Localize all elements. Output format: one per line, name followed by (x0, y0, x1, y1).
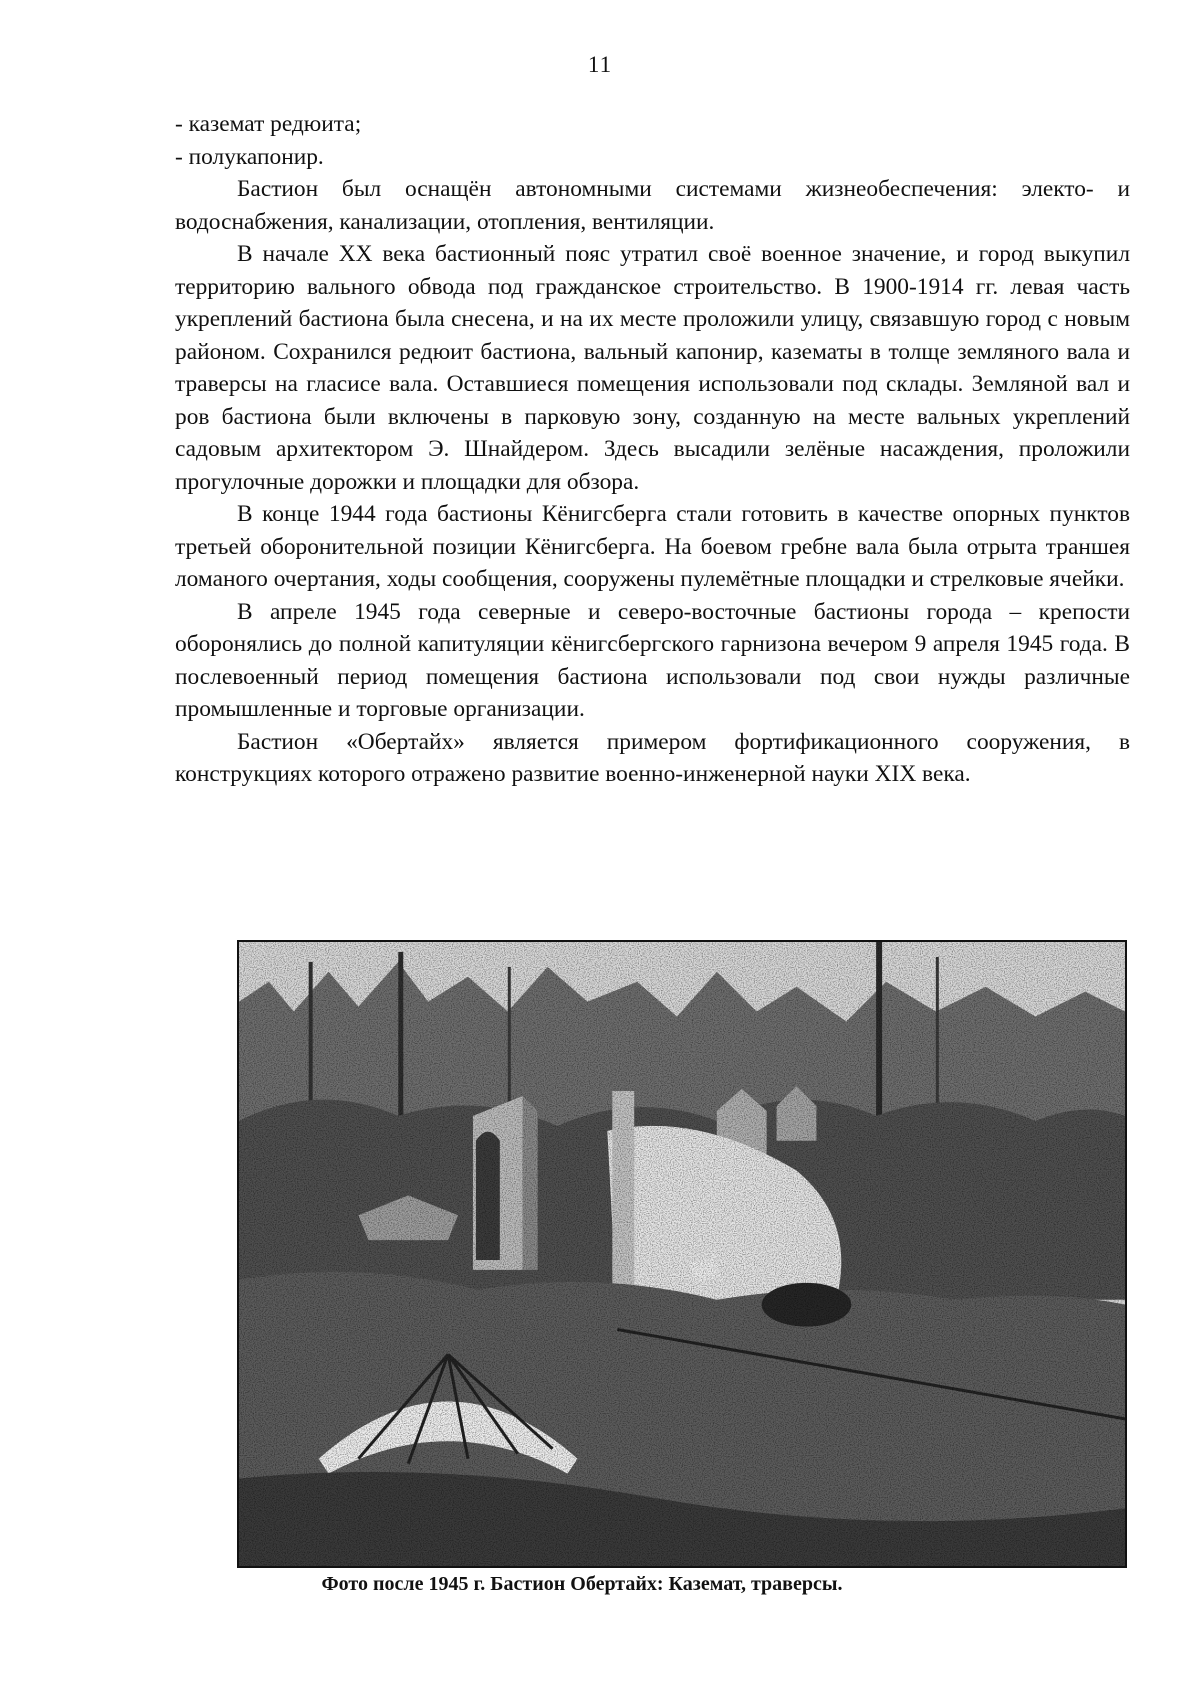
list-item: - каземат редюита; (175, 111, 362, 137)
paragraph: Бастион «Обертайх» является примером фортификационного сооружения, в конструкциях которого отражено развитие военно-инженерной науки XIX века. (175, 728, 1130, 787)
page-number: 11 (587, 52, 613, 77)
paragraph: Бастион был оснащён автономными системами жизнеобеспечения: электо- и водоснабжения, канализации, отопления, вентиляции. (175, 176, 1130, 235)
bastion-photo (237, 940, 1127, 1568)
body-text (175, 108, 1130, 791)
list-item: - полукапонир. (175, 143, 324, 170)
paragraph: В начале XX века бастионный пояс утратил своё военное значение, и город выкупил территорию вального обвода под гражданское строительство. В 1900-1914 гг. левая часть укреплений бастиона была снесена, и на их месте проложили улицу, связавшую город с новым районом. Сохранился редюит бастиона, вальный капонир, казематы в толще земляного вала и траверсы на гласисе вала. Оставшиеся помещения использовали под склады. Земляной вал и ров бастиона были включены в парковую зону, созданную на месте вальных укреплений садовым архитектором Э. Шнайдером. Здесь высадили зелёные насаждения, проложили прогулочные дорожки и площадки для обзора. (175, 241, 1130, 495)
paragraph: В конце 1944 года бастионы Кёнигсберга стали готовить в качестве опорных пунктов третьей оборонительной позиции Кёнигсберга. На боевом гребне вала была отрыта траншея ломаного очертания, ходы сообщения, сооружены пулемётные площадки и стрелковые ячейки. (175, 501, 1130, 592)
paragraph: В апреле 1945 года северные и северо-восточные бастионы города – крепости оборонялись до полной капитуляции кёнигсбергского гарнизона вечером 9 апреля 1945 года. В послевоенный период помещения бастиона использовали под свои нужды различные промышленные и торговые организации. (175, 598, 1130, 722)
photo-image (239, 942, 1125, 1566)
photo-caption: Фото после 1945 г. Бастион Обертайх: Каземат, траверсы. (321, 1573, 843, 1595)
